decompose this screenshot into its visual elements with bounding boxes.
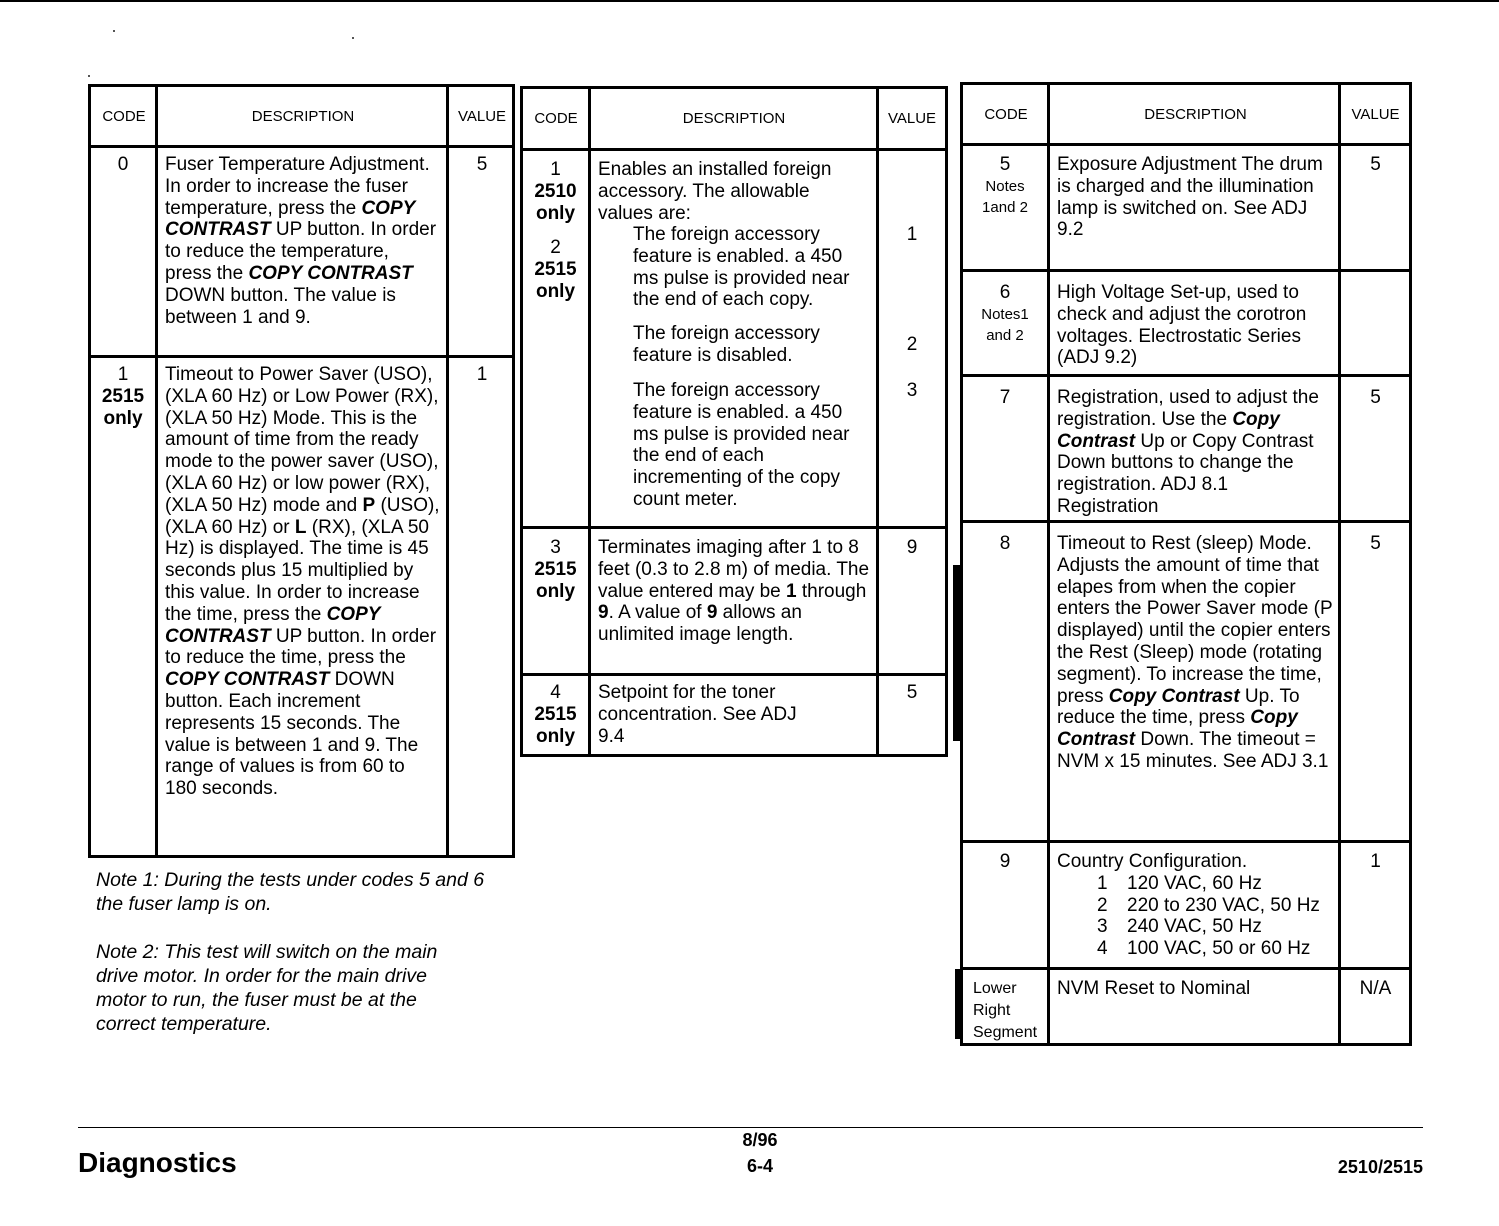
desc-text: allows an unlimited image length. bbox=[598, 602, 802, 646]
desc-text: Terminates imaging after 1 to 8 feet (0.3 to 2.8 m) of media. The value entered may be bbox=[598, 537, 870, 602]
code-number: 2 bbox=[550, 237, 561, 258]
code-note: Notes1 bbox=[981, 306, 1029, 323]
code-line: Segment bbox=[973, 1024, 1038, 1041]
desc-text: Timeout to Power Saver (USO), (XLA 60 Hz) or Low Power (RX), (XLA 50 Hz) Mode. This is the amount of time from the ready mode to the power saver (USO), (XLA 60 Hz) or low power (RX), (XLA 50 Hz) mode and bbox=[165, 364, 439, 516]
desc-emphasis: COPY CONTRAST bbox=[248, 262, 413, 284]
config-title: Country Configuration. bbox=[1057, 851, 1248, 872]
header-value: VALUE bbox=[1351, 105, 1400, 123]
desc-text: Timeout to Rest (sleep) Mode. Adjusts the amount of time that elapes from when the copier enters the Power Saver mode (P displayed) until the copier enters the Rest (Sleep) mode (rotating segment). To increase the time, press bbox=[1057, 533, 1333, 707]
code-model-only: only bbox=[535, 581, 576, 602]
row-value: 5 bbox=[476, 154, 488, 175]
code-number: 5 bbox=[999, 154, 1011, 175]
table-row-code-9 bbox=[963, 840, 1409, 967]
table-header bbox=[523, 89, 945, 151]
table-header bbox=[963, 85, 1409, 146]
row-code: 0 bbox=[117, 154, 129, 175]
desc-text: Up or Copy Contrast Down buttons to change the registration. ADJ 8.1 Registration bbox=[1057, 430, 1314, 517]
row-description: Setpoint for the toner concentration. See ADJ 9.4 bbox=[598, 682, 797, 747]
note-2: Note 2: This test will switch on the main drive motor. In order for the main drive motor to run, the fuser must be at the correct temperature. bbox=[96, 941, 438, 1035]
table-row-code-1-2 bbox=[523, 151, 945, 526]
footer-title: Diagnostics bbox=[78, 1147, 237, 1178]
config-option-value: 240 VAC, 50 Hz bbox=[1127, 916, 1262, 938]
row-code bbox=[963, 282, 1047, 346]
desc-text: . A value of bbox=[608, 602, 707, 624]
code-model-only: only bbox=[103, 408, 143, 429]
config-option-value: 100 VAC, 50 or 60 Hz bbox=[1127, 938, 1311, 960]
header-value: VALUE bbox=[457, 107, 507, 125]
code-model: 2515 bbox=[534, 559, 577, 580]
config-option-number: 4 bbox=[1097, 938, 1108, 960]
header-code: CODE bbox=[102, 107, 146, 125]
config-option bbox=[1057, 916, 1337, 938]
row-description: NVM Reset to Nominal bbox=[1057, 978, 1251, 999]
desc-emphasis: L bbox=[294, 516, 307, 538]
config-option-value: 120 VAC, 60 Hz bbox=[1127, 872, 1262, 894]
code-model-only: only bbox=[535, 281, 576, 302]
row-description bbox=[1057, 533, 1335, 773]
table-row-lower-right-segment bbox=[963, 967, 1409, 1046]
desc-emphasis: 9 bbox=[706, 602, 718, 624]
code-note: 1and 2 bbox=[982, 199, 1028, 216]
note-1: Note 1: During the tests under codes 5 and 6 the fuser lamp is on. bbox=[96, 869, 485, 915]
config-option-number: 3 bbox=[1097, 916, 1108, 938]
row-code: 8 bbox=[999, 533, 1011, 554]
code-model: 2510 bbox=[534, 181, 577, 202]
footer-date: 8/96 bbox=[742, 1130, 778, 1150]
scan-speck bbox=[88, 75, 90, 77]
row-value: 1 bbox=[476, 364, 488, 385]
config-option-number: 1 bbox=[1097, 872, 1108, 894]
config-option bbox=[1057, 895, 1337, 917]
desc-emphasis: P bbox=[362, 494, 376, 516]
desc-emphasis: Copy Contrast bbox=[1057, 707, 1298, 751]
desc-text: Up. To reduce the time, press bbox=[1057, 685, 1300, 729]
header-description: DESCRIPTION bbox=[682, 110, 786, 127]
table-row-code-3 bbox=[523, 526, 945, 673]
header-value: VALUE bbox=[887, 110, 937, 127]
code-model-only: only bbox=[535, 203, 576, 224]
row-value: 1 bbox=[1370, 851, 1381, 872]
config-option bbox=[1057, 873, 1337, 895]
row-description bbox=[165, 364, 440, 800]
table-row-code-6 bbox=[963, 269, 1409, 374]
row-description bbox=[1057, 851, 1337, 960]
row-description bbox=[165, 154, 440, 328]
desc-text: UP button. In order to reduce the temperature, press the bbox=[165, 219, 437, 284]
row-description: High Voltage Set-up, used to check and adjust the corotron voltages. Electrostatic Series (ADJ 9.2) bbox=[1057, 282, 1307, 369]
desc-text: Down. The timeout = NVM x 15 minutes. See ADJ 3.1 bbox=[1057, 729, 1329, 772]
footer-rule bbox=[78, 1127, 1423, 1128]
code-note: and 2 bbox=[986, 327, 1024, 344]
option-enabled-copy: The foreign accessory feature is enabled. a 450 ms pulse is provided near the end of each copy. bbox=[633, 224, 850, 311]
desc-text: through bbox=[796, 580, 867, 602]
desc-text: DOWN button. Each increment represents 15 seconds. The value is between 1 and 9. The range of values is from 60 to 180 seconds. bbox=[165, 669, 419, 800]
row-value: 5 bbox=[1370, 387, 1381, 408]
desc-text: (RX), (XLA 50 Hz) is displayed. The time is 45 seconds plus 15 multiplied by this value. In order to increase the time, press the bbox=[165, 516, 429, 625]
table-row-code-4 bbox=[523, 673, 945, 757]
row-value: 9 bbox=[906, 537, 918, 558]
desc-text: (USO), (XLA 60 Hz) or bbox=[165, 494, 440, 538]
header-code: CODE bbox=[534, 110, 578, 127]
code-number: 1 bbox=[117, 364, 129, 385]
desc-emphasis: Copy Contrast bbox=[1057, 408, 1280, 452]
row-description bbox=[598, 537, 870, 646]
option-disabled: The foreign accessory feature is disabled. bbox=[633, 323, 820, 366]
config-option-value: 220 to 230 VAC, 50 Hz bbox=[1127, 894, 1320, 916]
row-code: 9 bbox=[999, 851, 1011, 872]
desc-text: DOWN button. The value is between 1 and 9. bbox=[165, 284, 396, 328]
desc-emphasis: COPY CONTRAST bbox=[165, 603, 381, 647]
scan-speck bbox=[113, 30, 115, 32]
header-code: CODE bbox=[984, 105, 1028, 123]
code-number: 6 bbox=[999, 282, 1011, 303]
config-option bbox=[1057, 938, 1337, 960]
row-code bbox=[973, 978, 1037, 1044]
table-codes-1-4 bbox=[520, 86, 948, 757]
row-value: 5 bbox=[1370, 154, 1381, 175]
table-codes-0-1 bbox=[88, 84, 515, 858]
row-code bbox=[523, 159, 588, 303]
row-code bbox=[523, 537, 588, 603]
row-code: 7 bbox=[999, 387, 1011, 408]
code-number: 3 bbox=[550, 537, 561, 558]
option-value: 2 bbox=[906, 334, 918, 355]
option-value: 1 bbox=[906, 224, 918, 245]
code-model: 2515 bbox=[534, 259, 577, 280]
desc-emphasis: COPY CONTRAST bbox=[165, 197, 415, 241]
desc-text: Fuser Temperature Adjustment. In order to increase the fuser temperature, press the bbox=[165, 154, 430, 219]
desc-emphasis: Copy Contrast bbox=[1108, 685, 1240, 707]
footer-model: 2510/2515 bbox=[1337, 1157, 1423, 1177]
row-code bbox=[91, 364, 155, 430]
row-code bbox=[523, 682, 588, 748]
footer-page-number: 6-4 bbox=[746, 1156, 773, 1176]
table-row-code-1 bbox=[91, 355, 512, 858]
desc-emphasis: COPY CONTRAST bbox=[165, 669, 330, 691]
code-model: 2515 bbox=[101, 386, 145, 407]
row-value: 5 bbox=[906, 682, 918, 703]
row-description: Exposure Adjustment The drum is charged and the illumination lamp is switched on. See ADJ 9.2 bbox=[1057, 154, 1323, 241]
table-row-code-7 bbox=[963, 374, 1409, 520]
row-value: 5 bbox=[1370, 533, 1381, 554]
code-number: 1 bbox=[550, 159, 561, 180]
code-model-only: only bbox=[535, 726, 576, 747]
config-option-number: 2 bbox=[1097, 894, 1108, 916]
option-value: 3 bbox=[906, 380, 918, 401]
header-description: DESCRIPTION bbox=[251, 107, 355, 125]
code-model: 2515 bbox=[534, 704, 577, 725]
row-description bbox=[1057, 387, 1333, 518]
row-code bbox=[963, 154, 1047, 218]
desc-text: Registration, used to adjust the registration. Use the bbox=[1057, 387, 1319, 430]
desc-text: UP button. In order to reduce the time, press the bbox=[165, 625, 437, 669]
option-enabled-meter: The foreign accessory feature is enabled. a 450 ms pulse is provided near the end of each incrementing of the copy count meter. bbox=[633, 380, 850, 510]
table-codes-5-9 bbox=[960, 82, 1412, 1046]
row-description-intro: Enables an installed foreign accessory. The allowable values are: bbox=[598, 159, 832, 224]
desc-emphasis: 9 bbox=[598, 602, 609, 624]
scan-speck bbox=[352, 37, 354, 39]
code-number: 4 bbox=[550, 682, 561, 703]
code-note: Notes bbox=[985, 178, 1025, 195]
row-value: N/A bbox=[1359, 978, 1392, 999]
table-row-code-5 bbox=[963, 146, 1409, 269]
code-line: Lower bbox=[973, 980, 1017, 997]
table-row-code-8 bbox=[963, 520, 1409, 840]
header-description: DESCRIPTION bbox=[1144, 105, 1247, 123]
desc-emphasis: 1 bbox=[786, 580, 797, 602]
table-row-code-0 bbox=[91, 148, 512, 355]
code-line: Right bbox=[973, 1002, 1011, 1019]
